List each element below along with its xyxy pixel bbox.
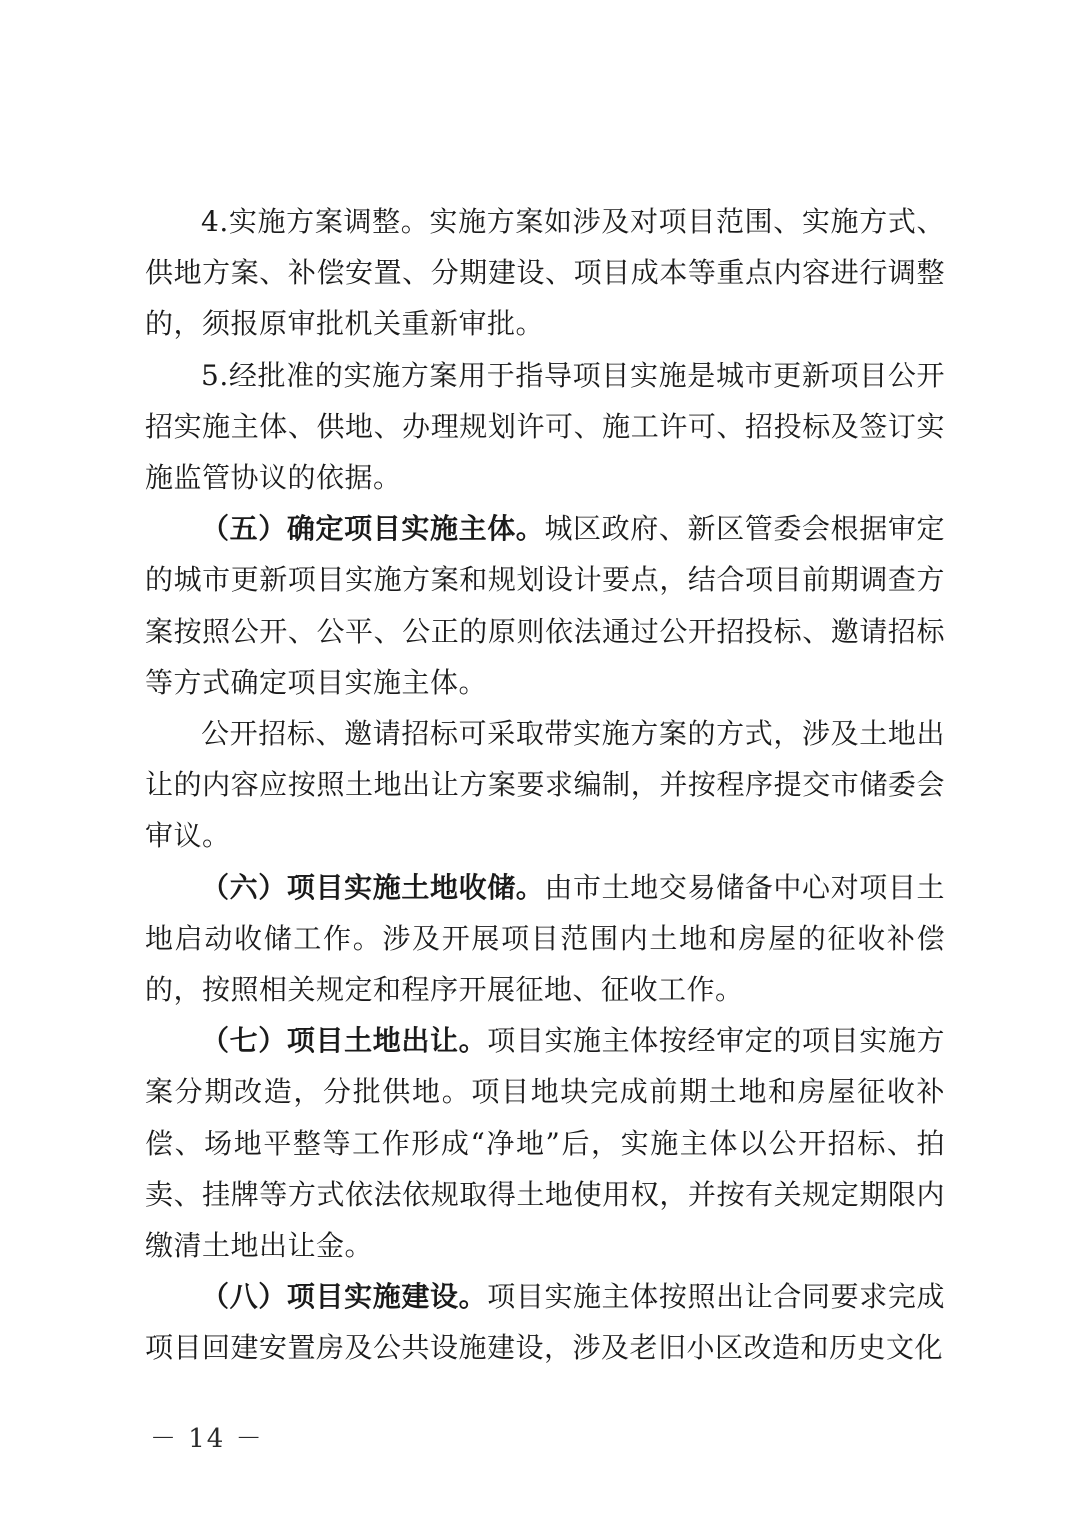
page-number: － 14 － (150, 1424, 264, 1454)
paragraph-text: 城区政府、新区管委会根据审定的城市更新项目实施方案和规划设计要点，结合项目前期调查方案按照公开、公平、公正的原则依法通过公开招投标、邀请招标等方式确定项目实施主体。 (145, 512, 945, 699)
section-heading: （五）确定项目实施主体。 (201, 512, 545, 546)
paragraph-item-4 (145, 196, 945, 350)
section-heading: （六）项目实施土地收储。 (201, 870, 545, 904)
paragraph-section-8 (145, 1271, 945, 1373)
paragraph-section-7 (145, 1015, 945, 1271)
paragraph-section-5 (145, 503, 945, 708)
section-heading: （八）项目实施建设。 (201, 1280, 488, 1314)
body-text (145, 196, 945, 1374)
paragraph-item-5 (145, 350, 945, 504)
paragraph-text: 项目实施主体按经审定的项目实施方案分期改造，分批供地。项目地块完成前期土地和房屋征收补偿、场地平整等工作形成“净地”后，实施主体以公开招标、拍卖、挂牌等方式依法依规取得土地使用权，并按有关规定期限内缴清土地出让金。 (145, 1024, 945, 1263)
paragraph-text: 由市土地交易储备中心对项目土地启动收储工作。涉及开展项目范围内土地和房屋的征收补偿的，按照相关规定和程序开展征地、征收工作。 (145, 870, 945, 1007)
paragraph-tender (145, 708, 945, 862)
section-heading: （七）项目土地出让。 (201, 1024, 488, 1058)
paragraph-text: 项目实施主体按照出让合同要求完成项目回建安置房及公共设施建设，涉及老旧小区改造和历史文化 (145, 1280, 945, 1365)
paragraph-text: 公开招标、邀请招标可采取带实施方案的方式，涉及土地出让的内容应按照土地出让方案要求编制，并按程序提交市储委会审议。 (145, 717, 945, 853)
paragraph-text: 5.经批准的实施方案用于指导项目实施是城市更新项目公开招实施主体、供地、办理规划许可、施工许可、招投标及签订实施监管协议的依据。 (145, 358, 945, 495)
paragraph-text: 4.实施方案调整。实施方案如涉及对项目范围、实施方式、供地方案、补偿安置、分期建设、项目成本等重点内容进行调整的，须报原审批机关重新审批。 (145, 205, 945, 341)
paragraph-section-6 (145, 862, 945, 1016)
